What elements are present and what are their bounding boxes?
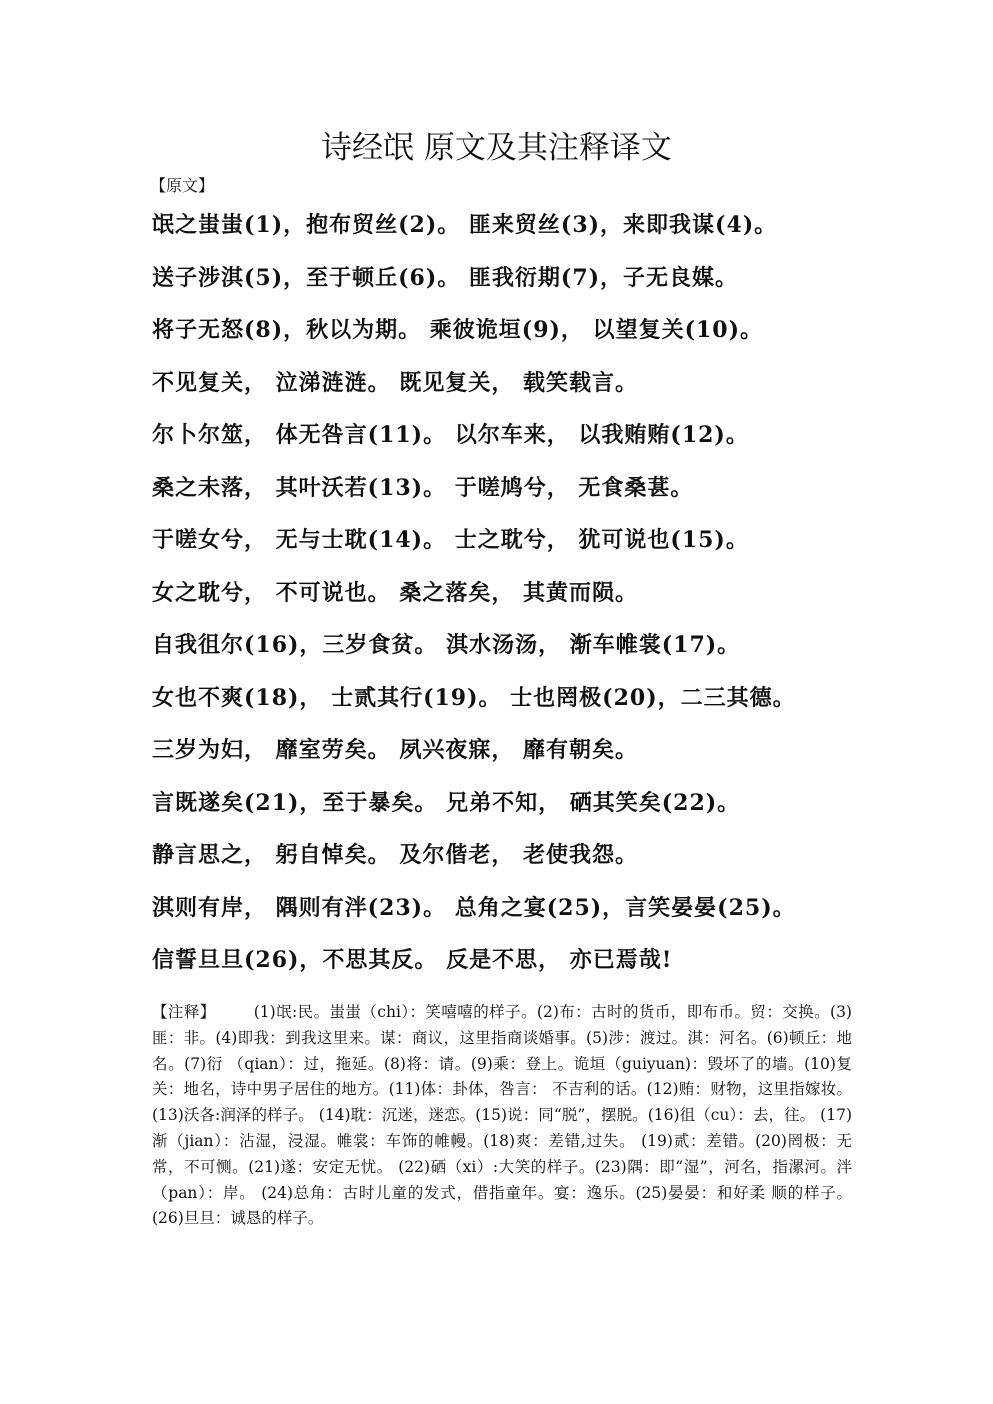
poem-line: 信誓旦旦(26)，不思其反。 反是不思， 亦已焉哉! [152,947,673,973]
notes-label: 【注释】 [152,1003,216,1021]
poem-line: 送子涉淇(5)，至于顿丘(6)。 匪我衍期(7)，子无良媒。 [152,264,739,291]
poem-line: 言既遂矣(21)，至于暴矣。 兄弟不知， 硒其笑矣(22)。 [152,789,741,816]
poem-line: 桑之未落， 其叶沃若(13)。 于嗟鸠兮， 无食桑葚。 [152,474,694,501]
poem-line: 尔卜尔筮， 体无咎言(11)。 以尔车来， 以我贿贿(12)。 [152,422,749,448]
poem-line: 不见复关， 泣涕涟涟。 既见复关， 载笑载言。 [152,369,638,396]
notes-text: (1)氓:民。蚩蚩（chi）：笑嘻嘻的样子。(2)布：古时的货币，即布币。贸：交换。(3)匪：非。(4)即我：到我这里来。谋：商议，这里指商谈婚事。(5)涉：渡过。淇：河名。(6)顿丘：地名。(7)衍 （qian）：过，拖延。(8)将：请。(9)乘：登上。诡垣（guiyuan)：毁坏了的墙。(10)复关：地名，诗中男子居住的地方。(11)体：卦体，咎言： 不吉利的话。(12)贿：财物，这里指嫁妆。(13)沃各:润泽的样子。 (14)耽：沉迷，迷恋。(15)说：同“脱”，摆脱。(16)徂（cu）：去，往。 (17)渐（jian）：沾湿，浸湿。帷裳：车饰的帷幔。(18)爽：差错,过失。 (19)贰：差错。(20)罔极：无常，不可恻。(21)遂：安定无忧。 (22)硒（xi）:大笑的样子。(23)隅：即“湿”，河名，指漯河。泮（pan）：岸。 (24)总角：古时儿童的发式，借指童年。宴：逸乐。(25)晏晏：和好柔 顺的样子。(26)旦旦：诚恳的样子。 [152,1003,852,1228]
poem-line: 将子无怒(8)，秋以为期。 乘彼诡垣(9)， 以望复关(10)。 [152,317,764,343]
poem-line: 淇则有岸， 隅则有泮(23)。 总角之宴(25)，言笑晏晏(25)。 [152,894,796,921]
poem-body [152,210,852,998]
poem-line: 三岁为妇， 靡室劳矣。 夙兴夜寐， 靡有朝矣。 [152,737,638,763]
poem-line: 女也不爽(18)， 士贰其行(19)。 士也罔极(20)，二三其德。 [152,684,796,711]
original-text-label: 【原文】 [150,176,215,195]
page-title: 诗经氓 原文及其注释译文 [321,130,672,166]
poem-line: 自我徂尔(16)，三岁食贫。 淇水汤汤， 渐车帷裳(17)。 [152,632,741,658]
poem-line: 女之耽兮， 不可说也。 桑之落矣， 其黄而陨。 [152,579,638,606]
annotations-section [152,1000,852,1232]
poem-line: 于嗟女兮， 无与士耽(14)。 士之耽兮， 犹可说也(15)。 [152,527,749,553]
poem-line: 静言思之， 躬自悼矣。 及尔偕老， 老使我怨。 [152,842,638,868]
poem-line: 氓之蚩蚩(1)，抱布贸丝(2)。 匪来贸丝(3)，来即我谋(4)。 [152,212,778,238]
